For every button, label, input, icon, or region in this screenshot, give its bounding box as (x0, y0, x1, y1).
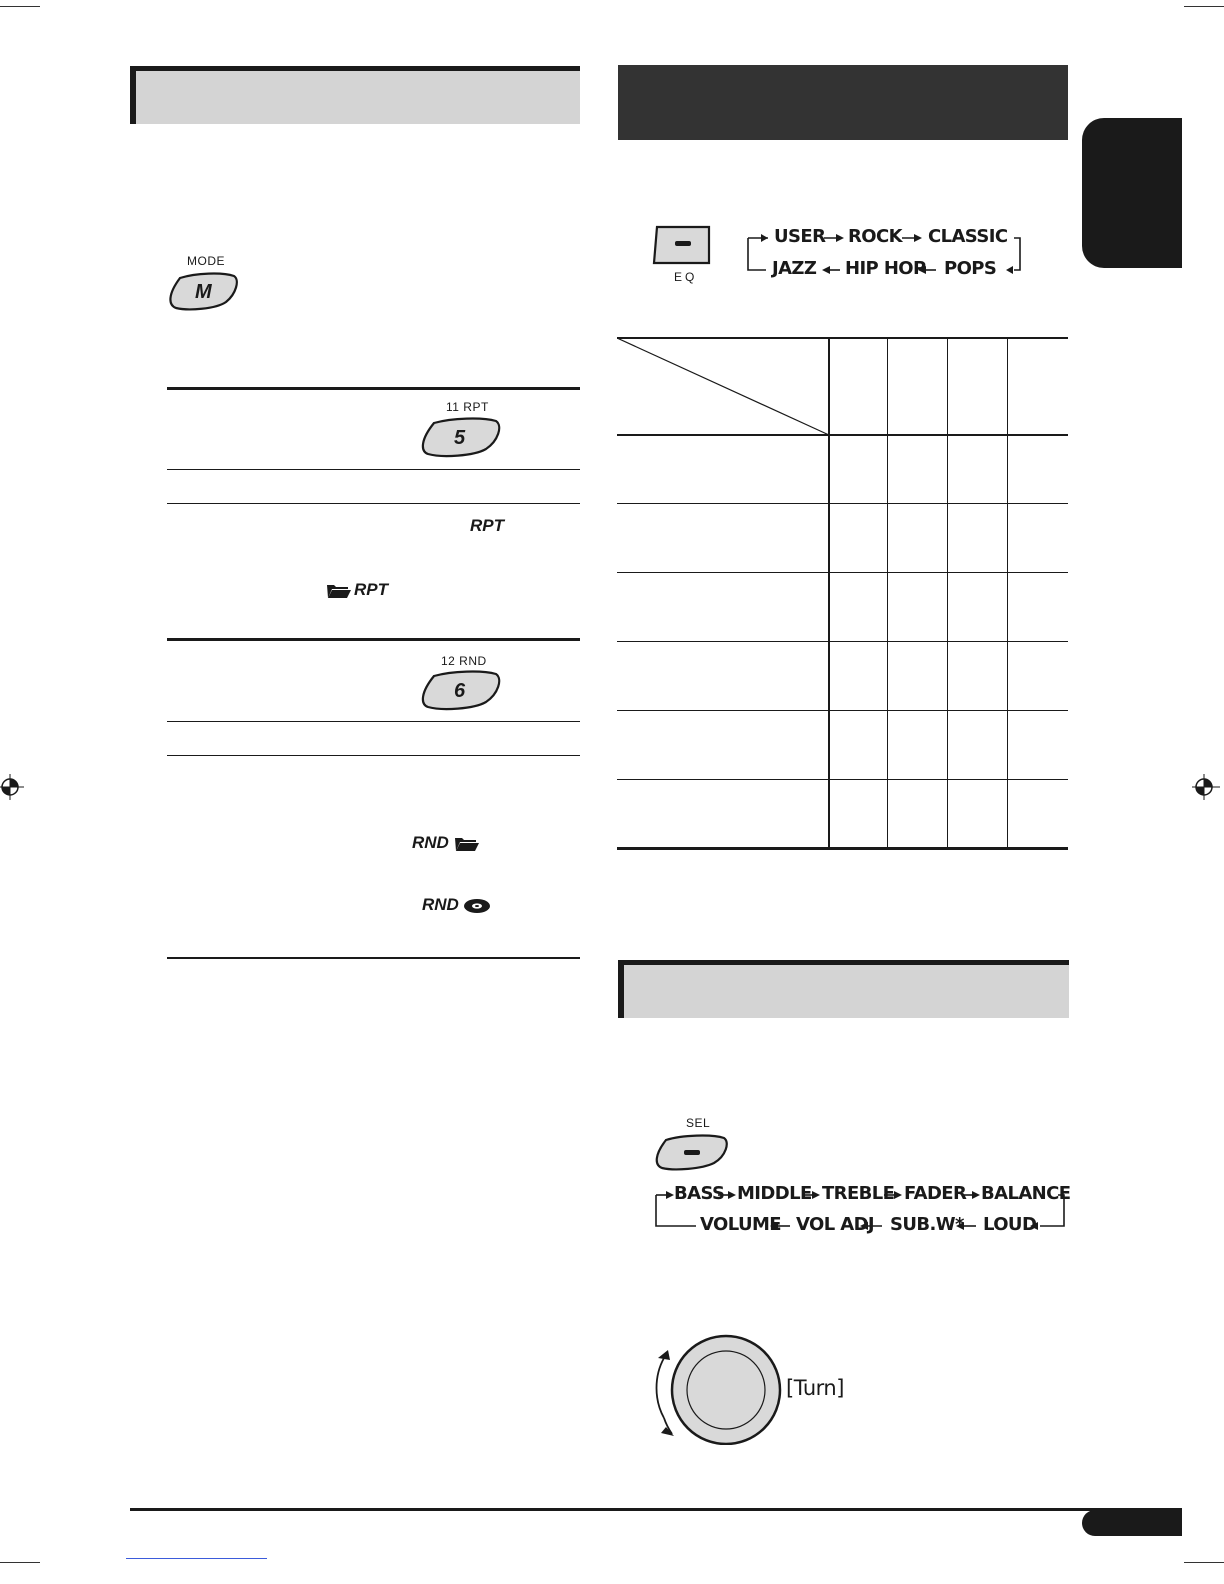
folder-icon (326, 583, 352, 599)
sound-item-bass: BASS (674, 1183, 725, 1204)
sound-section-header (618, 960, 1069, 1018)
table-column-line (887, 337, 888, 849)
random-folder-indicator: RND (412, 833, 449, 852)
crop-mark-bottom-right (1184, 1562, 1224, 1563)
eq-button-label: EQ (674, 270, 698, 284)
table-row-line (617, 779, 1068, 780)
language-side-tab (1082, 118, 1182, 268)
eq-table (617, 337, 1068, 851)
eq-mode-flow (744, 224, 1024, 284)
footer-rule (130, 1508, 1182, 1511)
random-button-glyph: 6 (454, 680, 466, 702)
repeat-track-indicator: RPT (470, 516, 504, 535)
table-column-line (828, 337, 830, 849)
eq-mode-hip-hop: HIP HOP (845, 258, 926, 279)
table-row-line (617, 572, 1068, 573)
table-column-line (947, 337, 948, 849)
random-button-label: 12 RND (441, 654, 487, 668)
divider (167, 503, 580, 504)
mode-button-glyph: M (195, 281, 212, 303)
registration-mark-right (1192, 772, 1222, 802)
mode-button-label: MODE (187, 254, 225, 268)
sound-item-fader: FADER (904, 1183, 967, 1204)
divider (167, 638, 580, 641)
eq-button-shape (652, 225, 712, 265)
crop-mark-bottom-left (0, 1562, 40, 1563)
folder-icon (454, 836, 480, 852)
dial-shape (650, 1330, 790, 1445)
random-disc-indicator: RND (422, 895, 459, 914)
eq-mode-classic: CLASSIC (928, 226, 1008, 247)
random-button[interactable] (418, 670, 502, 712)
table-corner-diagonal (617, 338, 831, 438)
table-row-line (617, 641, 1068, 642)
mode-button[interactable] (166, 272, 240, 312)
sound-item-middle: MIDDLE (737, 1183, 812, 1204)
sel-button[interactable] (652, 1134, 730, 1172)
link-underline (126, 1558, 267, 1559)
control-dial[interactable] (650, 1330, 790, 1445)
registration-mark-left (0, 772, 26, 802)
repeat-button[interactable] (418, 417, 502, 459)
repeat-button-label: 11 RPT (446, 400, 489, 414)
table-row-line (617, 503, 1068, 504)
eq-button[interactable] (652, 225, 712, 265)
repeat-folder-indicator: RPT (354, 580, 388, 599)
crop-mark-top-left (0, 6, 40, 7)
eq-mode-jazz: JAZZ (772, 258, 817, 279)
sound-item-treble: TREBLE (822, 1183, 895, 1204)
left-section-header (130, 66, 580, 124)
repeat-button-glyph: 5 (454, 427, 466, 449)
divider (167, 721, 580, 722)
sel-button-label: SEL (686, 1116, 711, 1130)
sound-item-vol-adj: VOL ADJ (796, 1214, 875, 1235)
divider (167, 387, 580, 390)
page-number-tab (1082, 1510, 1182, 1536)
eq-mode-user: USER (774, 226, 826, 247)
dial-turn-label: [Turn] (786, 1376, 844, 1400)
sel-button-shape (652, 1134, 730, 1172)
sound-item-balance: BALANCE (981, 1183, 1071, 1204)
sound-item-loud: LOUD (983, 1214, 1037, 1235)
crop-mark-top-right (1184, 6, 1224, 7)
eq-mode-rock: ROCK (848, 226, 902, 247)
sound-item-flow (652, 1180, 1070, 1240)
divider (167, 957, 580, 959)
table-row-line (617, 710, 1068, 711)
table-bottom-border (617, 847, 1068, 850)
divider (167, 755, 580, 756)
table-column-line (1007, 337, 1008, 849)
sound-item-sub-w: SUB.W* (890, 1214, 964, 1235)
disc-icon (462, 897, 492, 915)
sound-item-volume: VOLUME (700, 1214, 781, 1235)
eq-mode-pops: POPS (944, 258, 997, 279)
divider (167, 469, 580, 470)
table-row-line (617, 434, 1068, 436)
eq-section-header (618, 65, 1068, 140)
